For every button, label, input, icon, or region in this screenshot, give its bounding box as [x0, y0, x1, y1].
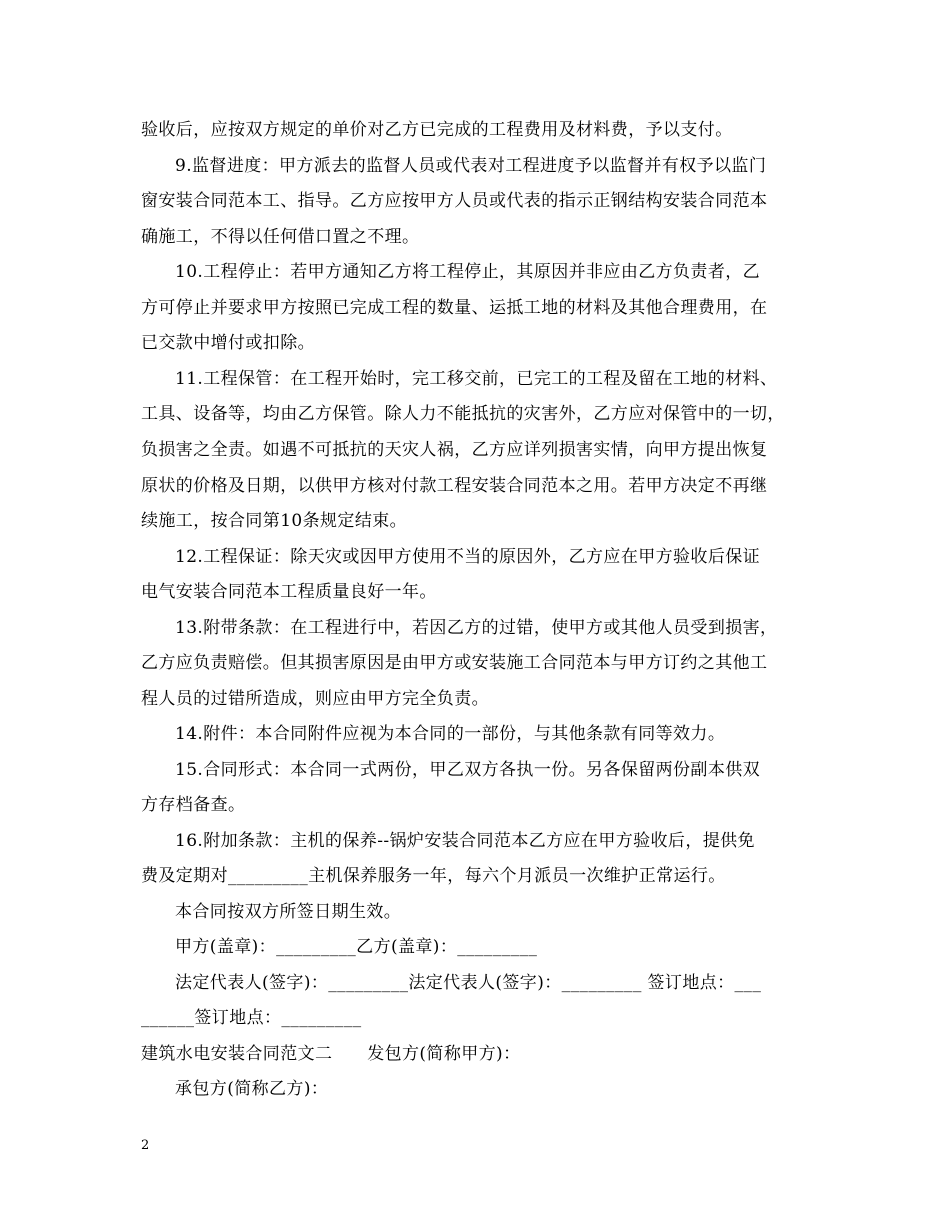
signature-line: ______签订地点：_________ [141, 1008, 362, 1028]
text-line: 工具、设备等，均由乙方保管。除人力不能抵抗的灾害外，乙方应对保管中的一切， [141, 404, 785, 424]
text-line: 窗安装合同范本工、指导。乙方应按甲方人员或代表的指示正钢结构安装合同范本 [141, 191, 768, 211]
text-line: 方存档备查。 [141, 795, 246, 815]
text-line: 验收后，应按双方规定的单价对乙方已完成的工程费用及材料费，予以支付。 [141, 120, 733, 140]
text-line: 负损害之全责。如遇不可抵抗的天灾人祸，乙方应详列损害实情，向甲方提出恢复 [141, 440, 768, 460]
section-heading: 建筑水电安装合同范文二 发包方(简称甲方)： [141, 1044, 521, 1064]
text-line: 确施工，不得以任何借口置之不理。 [141, 227, 420, 247]
text-line: 承包方(简称乙方)： [175, 1079, 329, 1099]
text-line: 电气安装合同范本工程质量良好一年。 [141, 582, 437, 602]
text-line: 15.合同形式：本合同一式两份，甲乙双方各执一份。另各保留两份副本供双 [175, 760, 761, 780]
text-line: 乙方应负责赔偿。但其损害原因是由甲方或安装施工合同范本与甲方订约之其他工 [141, 653, 768, 673]
text-line: 11.工程保管：在工程开始时，完工移交前，已完工的工程及留在工地的材料、 [175, 369, 778, 389]
text-line: 本合同按双方所签日期生效。 [175, 902, 402, 922]
text-line: 费及定期对_________主机保养服务一年，每六个月派员一次维护正常运行。 [141, 866, 726, 886]
page-number: 2 [141, 1138, 150, 1153]
text-line: 原状的价格及日期，以供甲方核对付款工程安装合同范本之用。若甲方决定不再继 [141, 476, 768, 496]
text-line: 13.附带条款：在工程进行中，若因乙方的过错，使甲方或其他人员受到损害， [175, 618, 778, 638]
text-line: 10.工程停止：若甲方通知乙方将工程停止，其原因并非应由乙方负责者，乙 [175, 262, 761, 282]
text-line: 程人员的过错所造成，则应由甲方完全负责。 [141, 689, 489, 709]
text-line: 12.工程保证：除天灾或因甲方使用不当的原因外，乙方应在甲方验收后保证 [175, 547, 761, 567]
text-line: 已交款中增付或扣除。 [141, 333, 315, 353]
text-line: 续施工，按合同第10条规定结束。 [141, 511, 408, 531]
text-line: 16.附加条款：主机的保养--锅炉安装合同范本乙方应在甲方验收后，提供免 [175, 831, 755, 851]
text-line: 14.附件：本合同附件应视为本合同的一部份，与其他条款有同等效力。 [175, 724, 726, 744]
text-line: 方可停止并要求甲方按照已完成工程的数量、运抵工地的材料及其他合理费用，在 [141, 298, 768, 318]
signature-line: 法定代表人(签字)：_________法定代表人(签字)：_________ 签订地点：___ [175, 973, 762, 993]
text-line: 9.监督进度：甲方派去的监督人员或代表对工程进度予以监督并有权予以监门 [175, 156, 767, 176]
signature-line: 甲方(盖章)：_________乙方(盖章)：_________ [175, 937, 538, 957]
